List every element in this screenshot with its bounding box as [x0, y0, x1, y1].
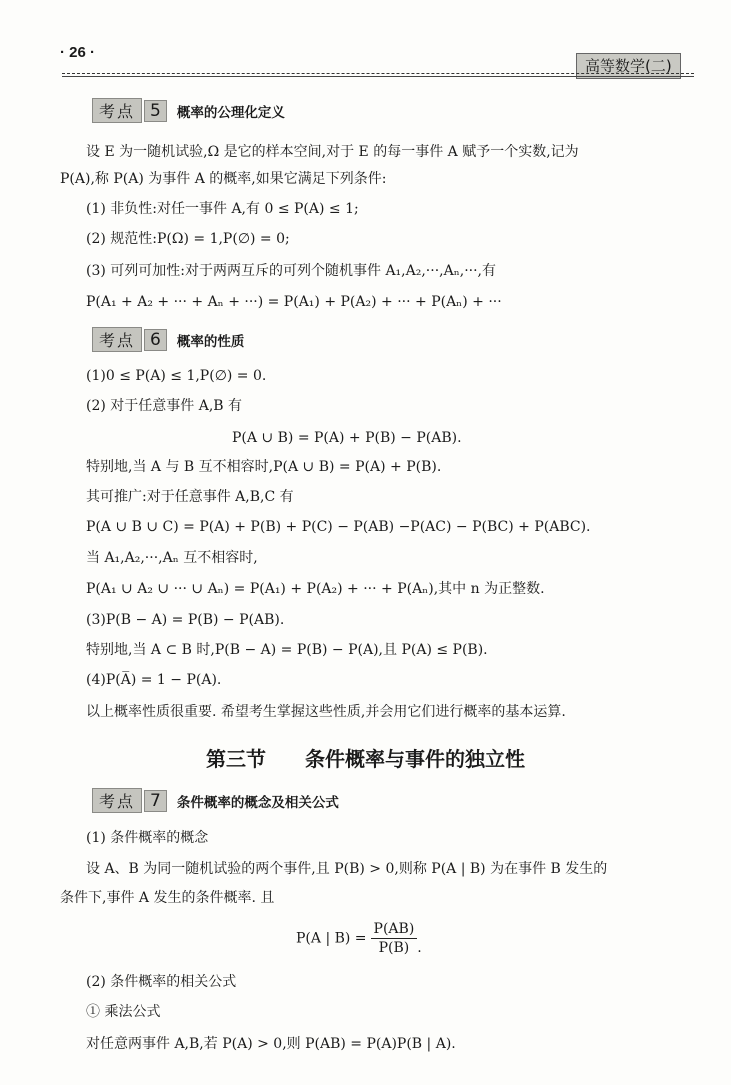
paragraph-line: (2) 条件概率的相关公式 [86, 974, 237, 990]
formula-line: P(A ∪ B ∪ C) = P(A) + P(B) + P(C) − P(AB) −P(AC) − P(BC) + P(ABC). [86, 519, 591, 535]
paragraph-line: (2) 对于任意事件 A,B 有 [86, 398, 243, 414]
page-number: · 26 · [60, 44, 96, 61]
formula-lhs: P(A | B) = [296, 930, 367, 947]
kaodian-label: 考点 [92, 98, 142, 123]
formula-period: . [417, 940, 422, 956]
kaodian-title: 条件概率的概念及相关公式 [176, 794, 339, 811]
kaodian-title: 概率的性质 [176, 333, 245, 350]
fraction [371, 920, 418, 957]
kaodian-label: 考点 [92, 788, 142, 813]
paragraph-line: (1) 条件概率的概念 [86, 830, 209, 846]
fraction-numerator: P(AB) [371, 920, 418, 939]
kaodian-7-heading [92, 788, 339, 813]
paragraph-line: 当 A₁,A₂,···,Aₙ 互不相容时, [86, 550, 258, 566]
kaodian-number: 7 [144, 790, 167, 812]
kaodian-title: 概率的公理化定义 [176, 104, 285, 121]
header-rule [62, 73, 694, 74]
paragraph-line: 以上概率性质很重要. 希望考生掌握这些性质,并会用它们进行概率的基本运算. [86, 704, 566, 720]
header-rule-solid [62, 76, 694, 77]
kaodian-6-heading [92, 327, 244, 352]
paragraph-line: (4)P(A̅) = 1 − P(A). [86, 672, 222, 688]
formula-line: P(A ∪ B) = P(A) + P(B) − P(AB). [232, 430, 462, 446]
kaodian-label: 考点 [92, 327, 142, 352]
paragraph-line: 设 E 为一随机试验,Ω 是它的样本空间,对于 E 的每一事件 A 赋予一个实数,记为 [86, 144, 579, 160]
kaodian-number: 6 [144, 329, 167, 351]
paragraph-line: 对任意两事件 A,B,若 P(A) > 0,则 P(AB) = P(A)P(B | A). [86, 1036, 456, 1052]
paragraph-line: (2) 规范性:P(Ω) = 1,P(∅) = 0; [86, 231, 290, 247]
book-title: 高等数学(二) [576, 53, 681, 79]
paragraph-line: ① 乘法公式 [86, 1004, 161, 1020]
paragraph-line: 特别地,当 A ⊂ B 时,P(B − A) = P(B) − P(A),且 P(A) ≤ P(B). [86, 642, 488, 658]
paragraph-line: (3)P(B − A) = P(B) − P(AB). [86, 612, 285, 628]
formula-line: P(A₁ ∪ A₂ ∪ ··· ∪ Aₙ) = P(A₁) + P(A₂) + ··· + P(Aₙ),其中 n 为正整数. [86, 581, 545, 597]
section-title: 第三节 条件概率与事件的独立性 [206, 747, 525, 771]
kaodian-5-heading [92, 98, 285, 123]
paragraph-line: (1)0 ≤ P(A) ≤ 1,P(∅) = 0. [86, 368, 267, 384]
paragraph-line: P(A),称 P(A) 为事件 A 的概率,如果它满足下列条件: [60, 171, 387, 187]
paragraph-line: (1) 非负性:对任一事件 A,有 0 ≤ P(A) ≤ 1; [86, 201, 359, 217]
paragraph-line: 特别地,当 A 与 B 互不相容时,P(A ∪ B) = P(A) + P(B). [86, 459, 442, 475]
paragraph-line: (3) 可列可加性:对于两两互斥的可列个随机事件 A₁,A₂,···,Aₙ,···,有 [86, 263, 497, 279]
paragraph-line: 其可推广:对于任意事件 A,B,C 有 [86, 489, 294, 505]
kaodian-number: 5 [144, 100, 167, 122]
formula-line: P(A₁ + A₂ + ··· + Aₙ + ···) = P(A₁) + P(A₂) + ··· + P(Aₙ) + ··· [86, 294, 502, 310]
paragraph-line: 条件下,事件 A 发生的条件概率. 且 [60, 890, 275, 906]
conditional-probability-formula [296, 920, 422, 957]
paragraph-line: 设 A、B 为同一随机试验的两个事件,且 P(B) > 0,则称 P(A | B) 为在事件 B 发生的 [86, 861, 608, 877]
fraction-denominator: P(B) [378, 940, 410, 956]
